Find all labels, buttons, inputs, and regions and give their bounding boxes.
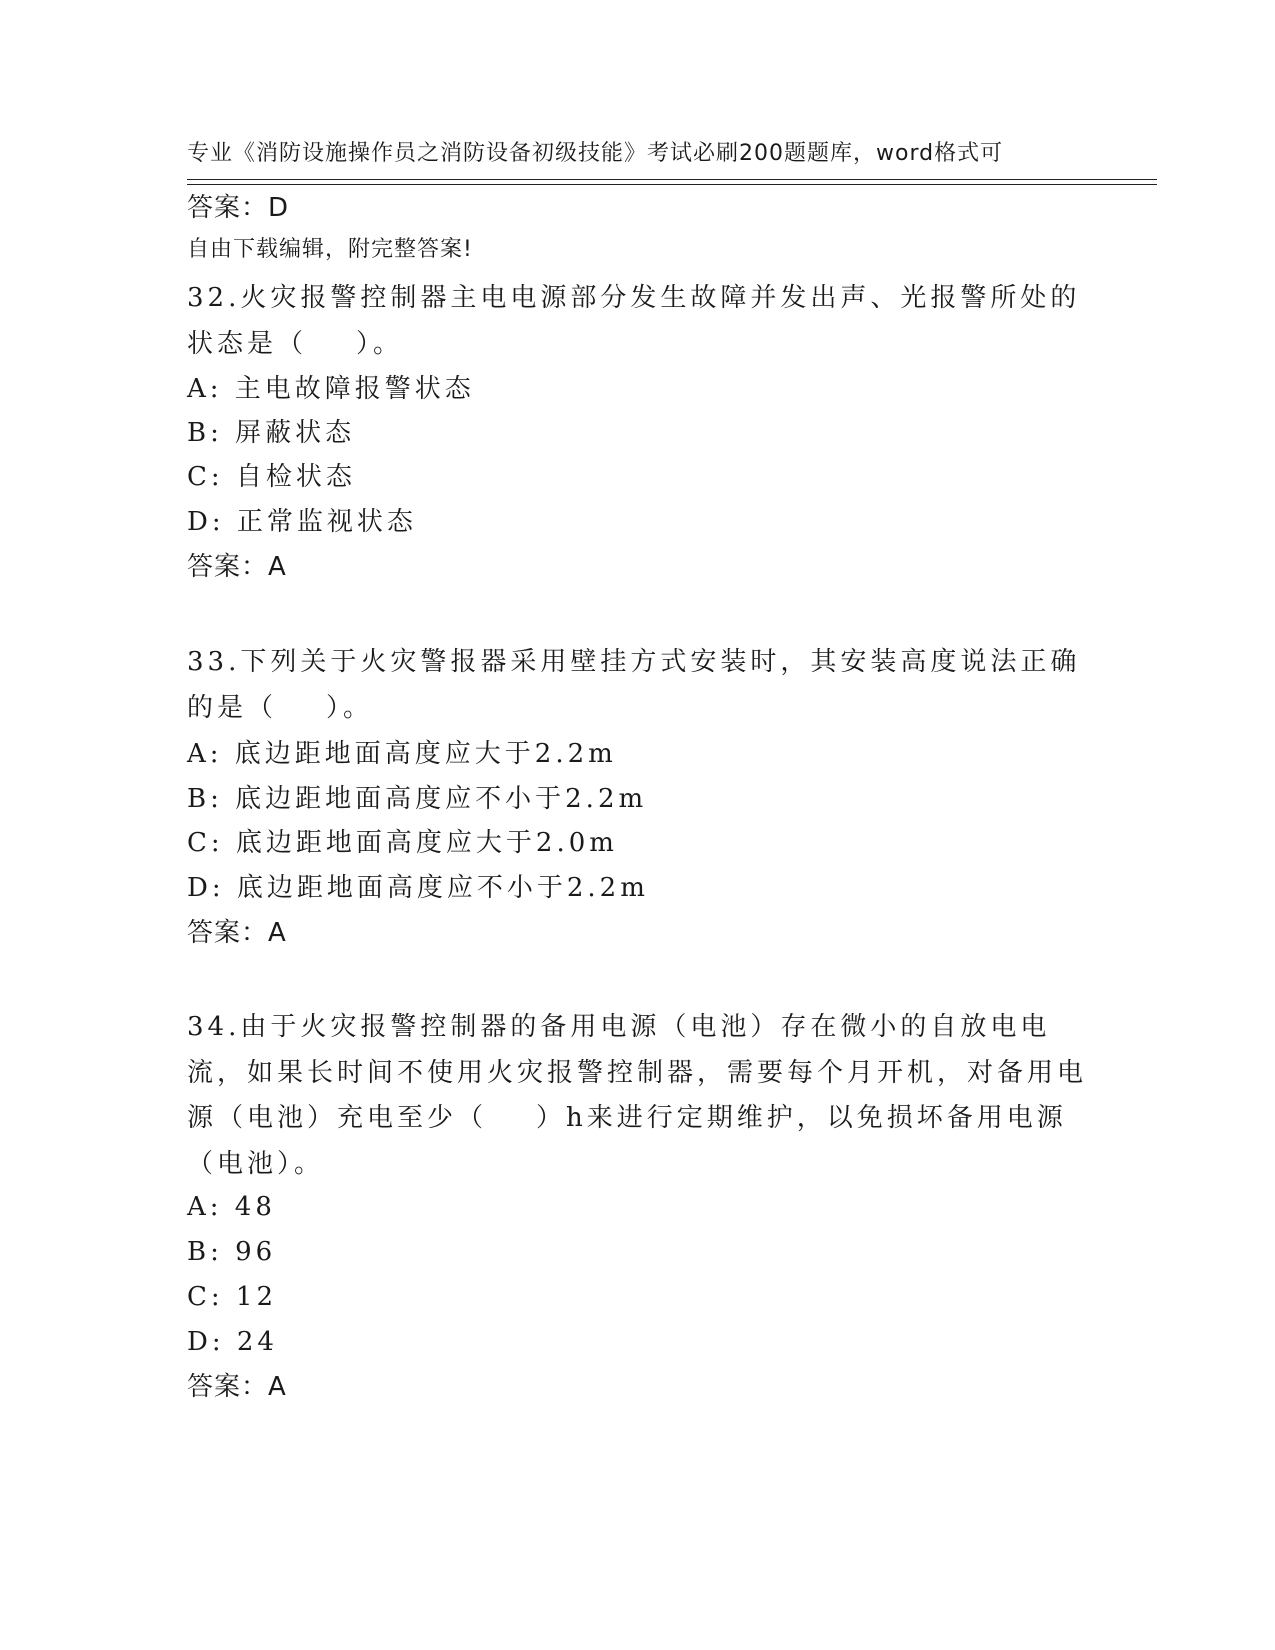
question-33-answer: 答案：A <box>187 918 287 948</box>
question-33-option-d: D: 底边距地面高度应不小于2.2m <box>187 873 649 903</box>
question-34-option-a: A: 48 <box>187 1192 276 1222</box>
header-divider-top <box>187 179 1157 180</box>
question-33-stem: 33.下列关于火灾警报器采用壁挂方式安装时，其安装高度说法正确的是（ ）。 <box>187 647 1081 723</box>
header-line-1: 专业《消防设施操作员之消防设备初级技能》考试必刷200题题库，word格式可 <box>187 141 1004 166</box>
question-34-option-c: C: 12 <box>187 1282 278 1312</box>
question-33-option-c: C: 底边距地面高度应大于2.0m <box>187 828 618 858</box>
document-header <box>187 74 1087 298</box>
question-32-option-d: D: 正常监视状态 <box>187 507 417 537</box>
previous-answer: 答案：D <box>187 193 290 223</box>
question-32-stem: 32.火灾报警控制器主电电源部分发生故障并发出声、光报警所处的状态是（ ）。 <box>187 283 1081 359</box>
question-32-option-a: A: 主电故障报警状态 <box>187 374 475 404</box>
question-32-answer: 答案：A <box>187 552 287 582</box>
question-33-option-b: B: 底边距地面高度应不小于2.2m <box>187 784 648 814</box>
header-divider-bottom <box>187 184 1157 185</box>
question-34-answer: 答案：A <box>187 1372 287 1402</box>
question-34-stem: 34.由于火灾报警控制器的备用电源（电池）存在微小的自放电电流，如果长时间不使用火灾报警控制器，需要每个月开机，对备用电源（电池）充电至少（ ）h来进行定期维护，以免损坏备用电源（电池）。 <box>187 1012 1088 1179</box>
question-34-option-b: B: 96 <box>187 1237 277 1267</box>
question-34-option-d: D: 24 <box>187 1327 278 1357</box>
question-32-option-b: B: 屏蔽状态 <box>187 418 356 448</box>
question-33-option-a: A: 底边距地面高度应大于2.2m <box>187 739 617 769</box>
question-32-option-c: C: 自检状态 <box>187 462 356 492</box>
header-line-2: 自由下载编辑，附完整答案! <box>187 237 473 262</box>
